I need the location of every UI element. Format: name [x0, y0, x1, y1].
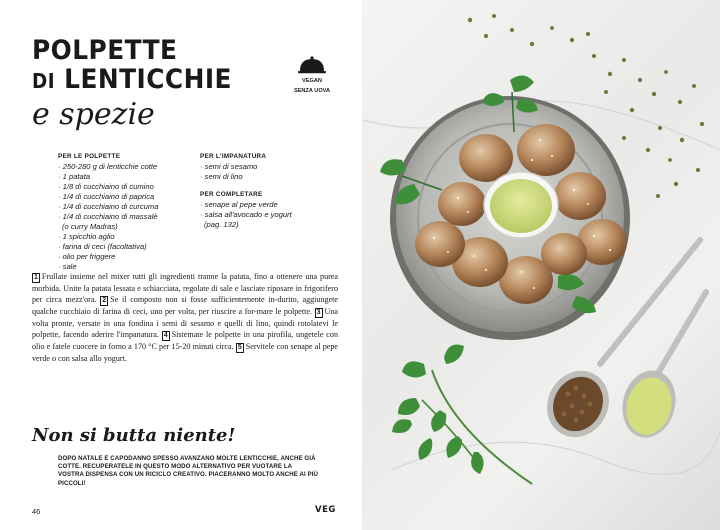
step-text: Se il composto non si fosse sufficientemente in-durito, aggiungete qualche cucchiaio di farina di ceci, uno per volta, per riuscire a for-mare le polpette. — [32, 295, 338, 317]
step-text: Una volta pronte, versate in una fondina i semi di sesamo e quelli di lino, quindi rotolatevi le polpette, facendo aderire l'impanatura. — [32, 307, 338, 340]
step-text: Sistemate le polpette in una pirofila, ungetele con olio e fatele cuocere in forno a 170 °C per 15-20 minuti circa. — [32, 330, 338, 352]
ingredient-item: · 1 spicchio aglio — [58, 232, 198, 242]
parsley-sprig — [392, 345, 532, 485]
method-text — [32, 271, 338, 364]
step-number: 2 — [102, 297, 107, 305]
ingredient-item: · senape al pepe verde — [200, 200, 340, 210]
ingredients-head-polpette: PER LE POLPETTE — [58, 153, 121, 160]
step-number: 3 — [316, 309, 321, 317]
step-text: Servitele con senape al pepe verde o con salsa allo yogurt. — [32, 342, 338, 364]
recipe-title — [32, 36, 249, 132]
ingredient-item: · 1/4 di cucchiaino di curcuma — [58, 202, 198, 212]
ingredients-head-impanatura: PER L'IMPANATURA — [200, 153, 267, 160]
step-number: 4 — [163, 332, 168, 340]
step-number: 5 — [237, 344, 242, 352]
badge-vegan: VEGAN — [302, 78, 322, 84]
step-number: 1 — [34, 274, 38, 281]
ingredient-item: · sale — [58, 262, 198, 272]
step-text: Frullate insieme nel mixer tutti gli ingredienti tranne la patata, fino a ottenere una purea morbida. Unite la patata lessata e schiacciata, regolate di sale e lasciate riposare in frigorifero per circa mezz'ora. — [32, 272, 338, 305]
ingredient-item: · semi di sesamo — [200, 162, 340, 172]
title-line-3: e spezie — [32, 97, 155, 132]
recipe-photo — [362, 0, 720, 530]
spoon-with-sauce — [616, 292, 706, 443]
ingredient-item: · 1 patata — [58, 172, 198, 182]
ingredients-impanatura — [200, 152, 340, 230]
title-line-1: POLPETTE — [32, 35, 178, 66]
ingredient-item: · farina di ceci (facoltativa) — [58, 242, 198, 252]
title-main: LENTICCHIE — [64, 64, 232, 95]
title-line-2 — [32, 65, 232, 96]
brand-label: VEG — [315, 505, 336, 515]
page-number: 46 — [32, 507, 41, 516]
tip-text: DOPO NATALE E CAPODANNO SPESSO AVANZANO MOLTE LENTICCHIE, ANCHE GIÀ COTTE. RECUPERATELE IN QUESTO MODO ALTERNATIVO PER VUOTARE LA VOSTRA DISPENSA CON UN RICICLO CREATIVO. PIACERANNO MOLTO ANCHE AI PIÙ PICCOLI! — [58, 455, 319, 487]
ingredient-item: · semi di lino — [200, 172, 340, 182]
ingredient-item: · 250-280 g di lenticchie cotte — [58, 162, 198, 172]
marble-vein — [392, 430, 720, 475]
badge-senza-uova: SENZA UOVA — [293, 88, 331, 94]
diet-badge — [290, 55, 334, 95]
ingredient-item: · 1/4 di cucchiaino di massalè — [58, 212, 198, 222]
ingredient-item: (pag. 132) — [204, 220, 239, 229]
avocado-sauce — [490, 179, 552, 233]
ingredient-item: · salsa all'avocado e yogurt — [200, 210, 340, 220]
cloche-icon — [297, 55, 327, 75]
ingredients-polpette — [58, 152, 198, 272]
tip-title: Non si butta niente! — [32, 425, 236, 446]
ingredient-item: · 1/8 di cucchiaino di cumino — [58, 182, 198, 192]
ingredient-item: · 1/4 di cucchiaino di paprica — [58, 192, 198, 202]
ingredients-head-completare: PER COMPLETARE — [200, 191, 263, 198]
ingredient-item: (o curry Madras) — [62, 222, 118, 231]
title-prefix: DI — [32, 69, 56, 93]
ingredient-item: · olio per friggere — [58, 252, 198, 262]
photo-illustration — [362, 0, 720, 530]
